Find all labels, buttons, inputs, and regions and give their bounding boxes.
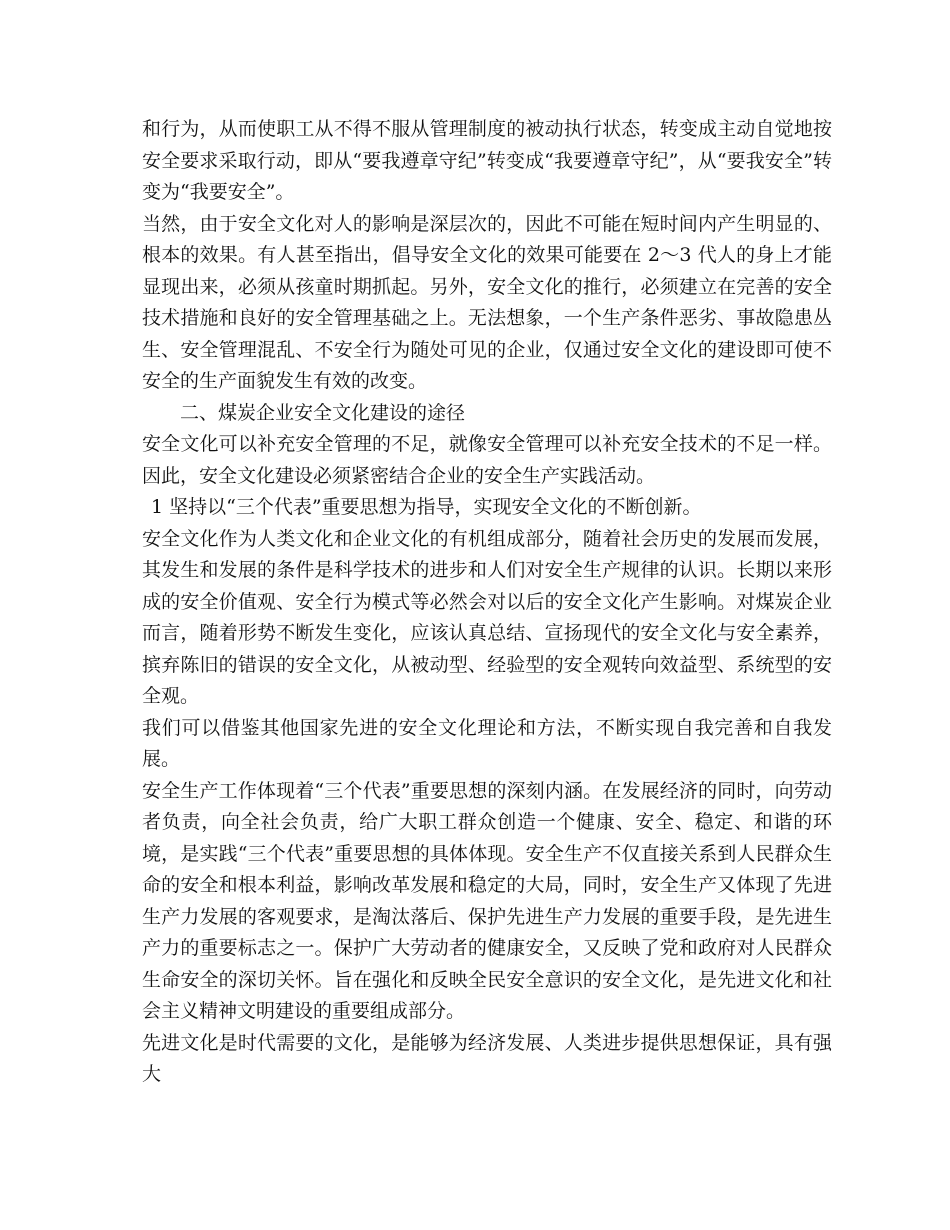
paragraph-learn-from-other-countries: 我们可以借鉴其他国家先进的安全文化理论和方法，不断实现自我完善和自我发展。 <box>142 716 832 770</box>
paragraph-culture-supplements-management: 安全文化可以补充安全管理的不足，就像安全管理可以补充安全技术的不足一样。因此，安全文化建设必须紧密结合企业的安全生产实践活动。 <box>142 433 832 487</box>
paragraph-advanced-culture: 先进文化是时代需要的文化，是能够为经济发展、人类进步提供思想保证，具有强大 <box>142 1031 832 1085</box>
paragraph-culture-development: 安全文化作为人类文化和企业文化的有机组成部分，随着社会历史的发展而发展，其发生和发展的条件是科学技术的进步和人们对安全生产规律的认识。长期以来形成的安全价值观、安全行为模式等必然会对以后的安全文化产生影响。对煤炭企业而言，随着形势不断发生变化，应该认真总结、宣扬现代的安全文化与安全素养，摈弃陈旧的错误的安全文化，从被动型、经验型的安全观转向效益型、系统型的安全观。 <box>142 527 832 707</box>
section-heading-2: 二、煤炭企业安全文化建设的途径 <box>180 401 466 424</box>
subheading-1: 1 坚持以“三个代表”重要思想为指导，实现安全文化的不断创新。 <box>151 496 702 518</box>
paragraph-behavior-transition: 和行为，从而使职工从不得不服从管理制度的被动执行状态，转变成主动自觉地按安全要求采取行动，即从“要我遵章守纪”转变成“我要遵章守纪”，从“要我安全”转变为“我要安全”。 <box>142 118 832 203</box>
paragraph-safety-culture-limits: 当然，由于安全文化对人的影响是深层次的，因此不可能在短时间内产生明显的、根本的效果。有人甚至指出，倡导安全文化的效果可能要在 2～3 代人的身上才能显现出来，必须从孩童时期抓起。另外，安全文化的推行，必须建立在完善的安全技术措施和良好的安全管理基础之上。无法想象，一个生产条件恶劣、事故隐患丛生、安全管理混乱、不安全行为随处可见的企业，仅通过安全文化的建设即可使不安全的生产面貌发生有效的改变。 <box>142 212 832 392</box>
paragraph-three-represents: 安全生产工作体现着“三个代表”重要思想的深刻内涵。在发展经济的同时，向劳动者负责，向全社会负责，给广大职工群众创造一个健康、安全、稳定、和谐的环境，是实践“三个代表”重要思想的具体体现。安全生产不仅直接关系到人民群众生命的安全和根本利益，影响改革发展和稳定的大局，同时，安全生产又体现了先进生产力发展的客观要求，是淘汰落后、保护先进生产力发展的重要手段，是先进生产力的重要标志之一。保护广大劳动者的健康安全，又反映了党和政府对人民群众生命安全的深切关怀。旨在强化和反映全民安全意识的安全文化，是先进文化和社会主义精神文明建设的重要组成部分。 <box>142 779 832 1022</box>
document-body <box>142 114 832 1091</box>
